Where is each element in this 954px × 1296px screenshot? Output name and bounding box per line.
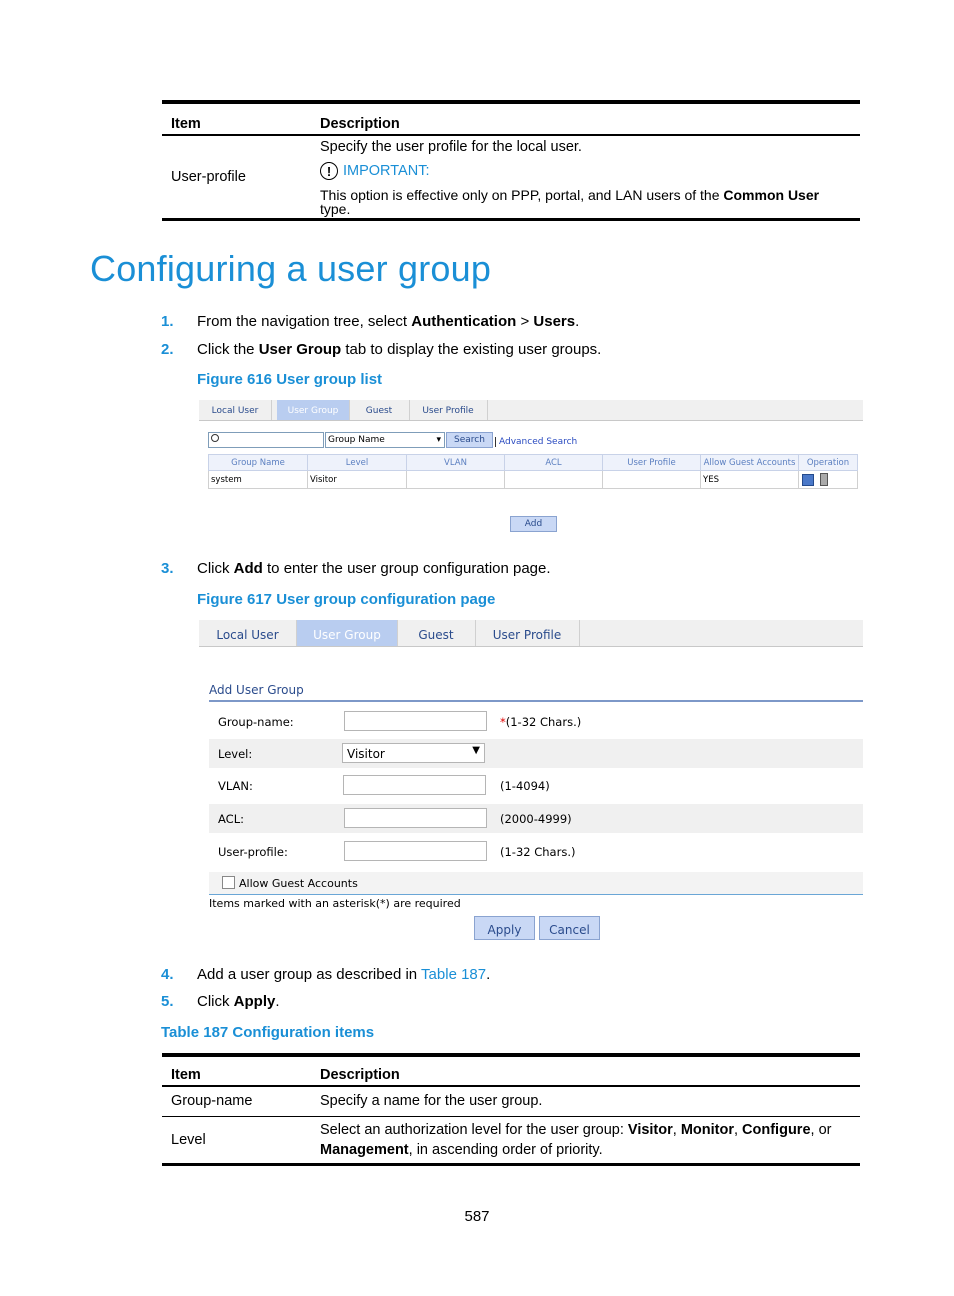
tab-user-group[interactable]: User Group (297, 620, 398, 646)
add-button[interactable]: Add (510, 516, 557, 532)
required-asterisk: * (500, 715, 506, 729)
tab-user-profile[interactable]: User Profile (475, 620, 580, 646)
section-heading: Configuring a user group (90, 248, 492, 289)
description-cell (311, 135, 860, 219)
tab-user-group[interactable]: User Group (277, 400, 350, 420)
user-group-table (208, 454, 858, 489)
step-number: 3. (161, 560, 174, 577)
search-button[interactable]: Search (446, 432, 493, 448)
col-vlan: VLAN (407, 455, 505, 471)
exclamation-circle-icon: ! (320, 162, 338, 180)
delete-icon[interactable] (820, 473, 828, 486)
vlan-input[interactable] (343, 775, 486, 795)
tab-local-user[interactable]: Local User (199, 620, 297, 646)
user-profile-label: User-profile: (218, 845, 288, 859)
col-level: Level (308, 455, 407, 471)
chevron-down-icon: ▾ (436, 435, 441, 445)
table-187-link[interactable]: Table 187 (421, 966, 487, 983)
level-label: Level: (218, 747, 253, 761)
user-group-list-figure (199, 400, 863, 540)
step-text: Click the User Group tab to display the existing user groups. (197, 341, 602, 358)
table-row: Level Select an authorization level for the user group: Visitor, Monitor, Configure, or Management, in ascending order of priority. (162, 1116, 860, 1164)
divider (209, 894, 863, 895)
tab-guest[interactable]: Guest (397, 620, 476, 646)
step-text: Add a user group as described in Table 187. (197, 966, 491, 983)
vlan-label: VLAN: (218, 779, 253, 793)
tab-user-profile[interactable]: User Profile (409, 400, 488, 420)
tab-local-user[interactable]: Local User (199, 400, 272, 420)
figure-caption: Figure 616 User group list (197, 371, 383, 388)
step-number: 4. (161, 966, 174, 983)
group-name-label: Group-name: (218, 715, 294, 729)
user-group-config-figure (199, 620, 863, 940)
user-profile-table (162, 100, 860, 221)
section-underline (209, 700, 863, 702)
group-name-row (209, 707, 863, 736)
user-profile-hint: (1-32 Chars.) (500, 845, 576, 859)
required-note: Items marked with an asterisk(*) are required (209, 897, 461, 910)
apply-button[interactable]: Apply (474, 916, 535, 940)
guest-row (209, 872, 863, 894)
config-items-table (162, 1053, 860, 1166)
col-operation: Operation (799, 455, 858, 471)
cancel-button[interactable]: Cancel (539, 916, 600, 940)
col-description: Description (320, 116, 400, 132)
acl-row (209, 804, 863, 833)
desc-line: This option is effective only on PPP, portal, and LAN users of the Common User type. (320, 187, 820, 217)
acl-label: ACL: (218, 812, 244, 826)
figure-caption: Figure 617 User group configuration page (197, 591, 496, 608)
col-acl: ACL (505, 455, 603, 471)
advanced-search-link[interactable]: Advanced Search (499, 437, 578, 447)
desc-line: Specify the user profile for the local user. (320, 138, 582, 155)
tab-guest[interactable]: Guest (349, 400, 410, 420)
col-user-profile: User Profile (603, 455, 701, 471)
group-name-input[interactable] (344, 711, 487, 731)
separator (495, 437, 496, 447)
vlan-row (209, 771, 863, 800)
step-number: 5. (161, 993, 174, 1010)
acl-hint: (2000-4999) (500, 812, 572, 826)
table-row: Group-name Specify a name for the user group. (162, 1086, 860, 1116)
search-input[interactable] (208, 432, 324, 448)
item-cell: User-profile (171, 168, 246, 185)
edit-icon[interactable] (802, 474, 814, 486)
search-icon (211, 434, 219, 442)
allow-guest-label: Allow Guest Accounts (239, 877, 358, 890)
chevron-down-icon: ▼ (472, 745, 480, 756)
search-field-select[interactable]: Group Name ▾ (325, 432, 445, 448)
user-profile-input[interactable] (344, 841, 487, 861)
step-text: From the navigation tree, select Authentication > Users. (197, 313, 580, 330)
step-text: Click Apply. (197, 993, 280, 1010)
col-item: Item (171, 1067, 201, 1083)
level-select[interactable]: Visitor ▼ (342, 743, 485, 763)
allow-guest-checkbox[interactable] (222, 876, 235, 889)
tab-bar (199, 620, 863, 647)
col-group-name: Group Name (209, 455, 308, 471)
col-item: Item (171, 116, 201, 132)
table-row: system Visitor YES (209, 471, 858, 489)
user-profile-row (209, 837, 863, 866)
group-name-hint: (1-32 Chars.) (505, 715, 582, 729)
level-row (209, 739, 863, 768)
step-number: 2. (161, 341, 174, 358)
step-text: Click Add to enter the user group configuration page. (197, 560, 551, 577)
col-allow-guest: Allow Guest Accounts (701, 455, 799, 471)
table-caption: Table 187 Configuration items (161, 1024, 375, 1041)
important-note: ! IMPORTANT: (320, 162, 851, 180)
page-number: 587 (464, 1208, 490, 1225)
section-title: Add User Group (209, 683, 304, 697)
step-number: 1. (161, 313, 174, 330)
col-description: Description (320, 1067, 400, 1083)
vlan-hint: (1-4094) (500, 779, 550, 793)
acl-input[interactable] (344, 808, 487, 828)
tab-bar (199, 400, 863, 421)
